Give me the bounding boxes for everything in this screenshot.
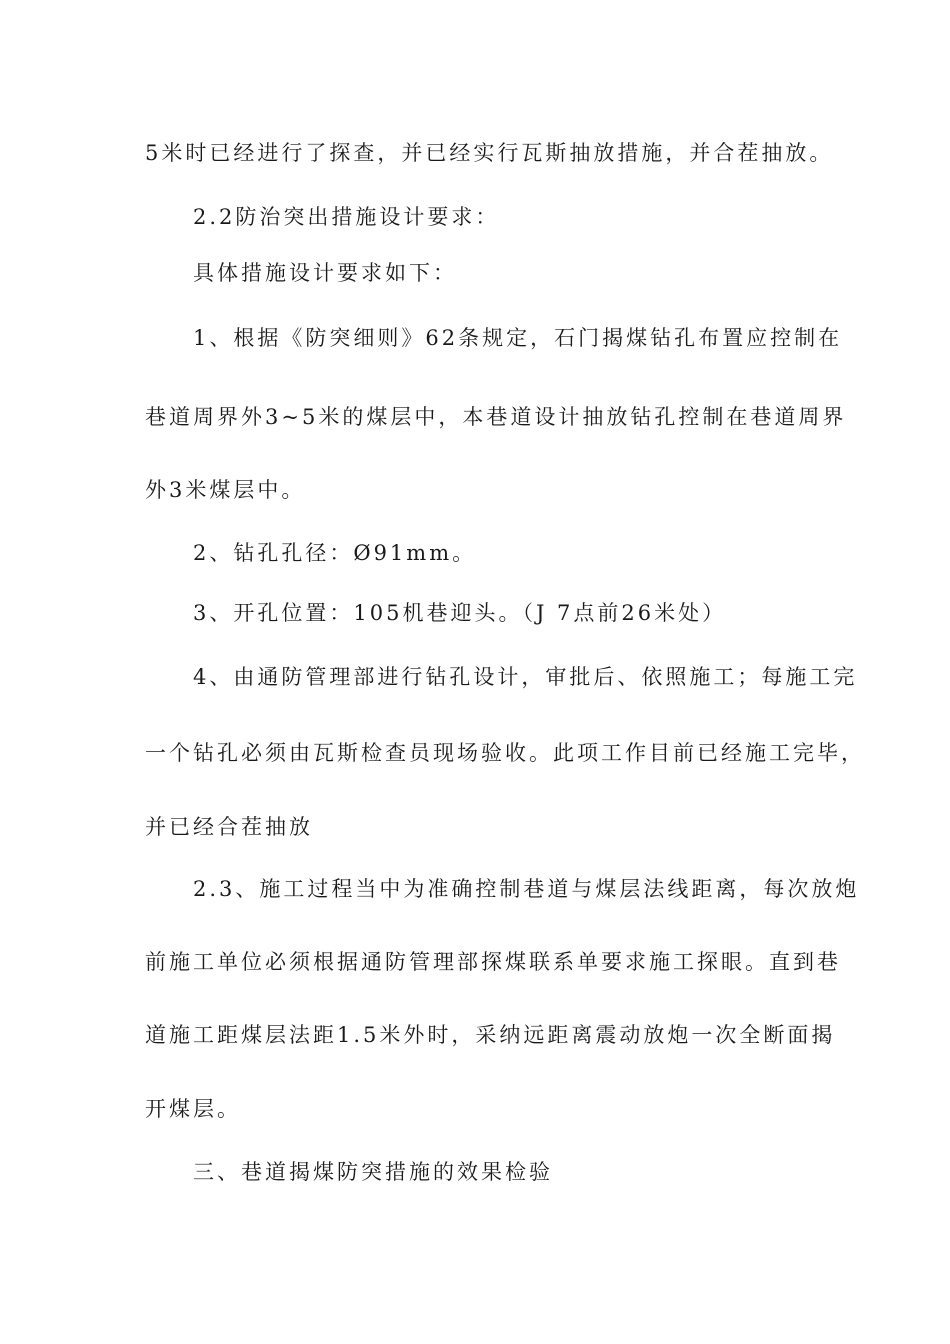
section-2-3-line-1: 2.3、施工过程当中为准确控制巷道与煤层法线距离，每次放炮 bbox=[193, 877, 860, 901]
list-item-4-line-2: 一个钻孔必须由瓦斯检查员现场验收。此项工作目前已经施工完毕， bbox=[145, 741, 865, 765]
list-item-3: 3、开孔位置：105机巷迎头。（J 7点前26米处） bbox=[193, 601, 727, 625]
list-item-1-line-1: 1、根据《防突细则》62条规定，石门揭煤钻孔布置应控制在 bbox=[193, 326, 843, 350]
section-heading-3: 三、巷道揭煤防突措施的效果检验 bbox=[193, 1160, 553, 1184]
section-2-3-line-2: 前施工单位必须根据通防管理部探煤联系单要求施工探眼。直到巷 bbox=[145, 950, 841, 974]
list-item-2: 2、钻孔孔径：Ø91mm。 bbox=[193, 541, 477, 565]
list-item-4-line-3: 并已经合茬抽放 bbox=[145, 815, 313, 839]
list-item-1-line-2: 巷道周界外3~5米的煤层中，本巷道设计抽放钻孔控制在巷道周界 bbox=[145, 405, 847, 429]
text-line-3: 具体措施设计要求如下： bbox=[193, 261, 457, 285]
list-item-4-line-1: 4、由通防管理部进行钻孔设计，审批后、依照施工；每施工完 bbox=[193, 665, 858, 689]
section-2-3-line-3: 道施工距煤层法距1.5米外时，采纳远距离震动放炮一次全断面揭 bbox=[145, 1023, 836, 1047]
section-2-3-line-4: 开煤层。 bbox=[145, 1097, 241, 1121]
text-line-1: 5米时已经进行了探查，并已经实行瓦斯抽放措施，并合茬抽放。 bbox=[145, 141, 834, 165]
section-heading-2-2: 2.2防治突出措施设计要求： bbox=[193, 205, 500, 229]
list-item-1-line-3: 外3米煤层中。 bbox=[145, 478, 306, 502]
